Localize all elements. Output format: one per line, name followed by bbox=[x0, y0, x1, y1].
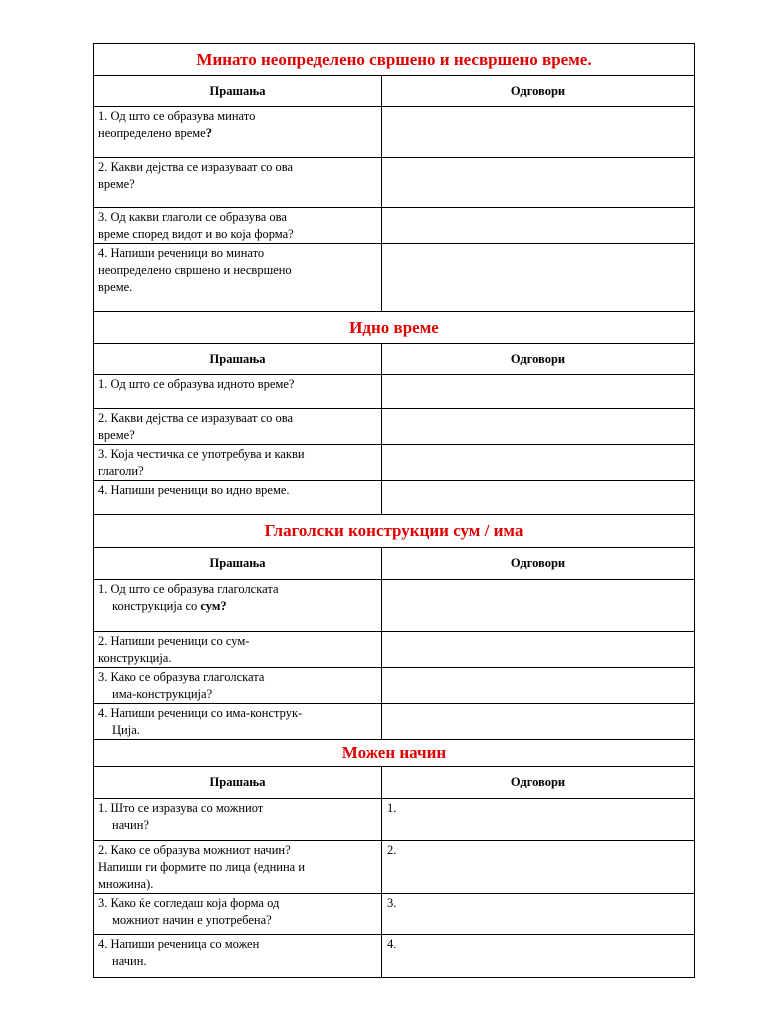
table-row bbox=[94, 481, 695, 515]
answer-cell[interactable] bbox=[382, 481, 695, 515]
question-text: 2. Какви дејства се изразуваат со ова bbox=[98, 160, 294, 174]
answers-header: Одговори bbox=[382, 344, 695, 375]
table-row bbox=[94, 375, 695, 409]
question-text: конструкција. bbox=[98, 651, 172, 665]
section-title: Минато неопределено свршено и несвршено време. bbox=[94, 44, 695, 76]
question-cell bbox=[94, 158, 382, 208]
question-text-line bbox=[98, 125, 377, 142]
table-row bbox=[94, 841, 695, 894]
header-row bbox=[94, 76, 695, 107]
question-text: множина). bbox=[98, 877, 154, 891]
table-row bbox=[94, 208, 695, 244]
table-row bbox=[94, 580, 695, 632]
question-text: 2. Какви дејства се изразуваат со ова bbox=[98, 411, 294, 425]
answer-cell[interactable] bbox=[382, 668, 695, 704]
question-cell bbox=[94, 375, 382, 409]
question-text: време. bbox=[98, 280, 133, 294]
question-cell bbox=[94, 632, 382, 668]
answer-cell[interactable] bbox=[382, 409, 695, 445]
question-text: Напиши ги формите по лица (еднина и bbox=[98, 860, 306, 874]
answer-cell[interactable] bbox=[382, 375, 695, 409]
answer-cell[interactable] bbox=[382, 158, 695, 208]
question-text: 2. Напиши реченици со сум- bbox=[98, 634, 250, 648]
question-text: 2. Како се образува можниот начин? bbox=[98, 843, 291, 857]
table-row bbox=[94, 445, 695, 481]
question-cell bbox=[94, 409, 382, 445]
table-row bbox=[94, 632, 695, 668]
table-row bbox=[94, 409, 695, 445]
question-cell bbox=[94, 894, 382, 935]
question-text: неопределено време bbox=[98, 126, 206, 140]
header-row bbox=[94, 548, 695, 580]
question-text: 3. Која честичка се употребува и какви bbox=[98, 447, 305, 461]
question-text: 3. Како се образува глаголската bbox=[98, 670, 265, 684]
question-text: 4. Напиши реченици во минато bbox=[98, 246, 265, 260]
question-text: 4. Напиши реченици во идно време. bbox=[98, 483, 290, 497]
question-cell bbox=[94, 445, 382, 481]
table-row bbox=[94, 799, 695, 841]
question-text: начин. bbox=[112, 954, 147, 968]
answer-cell[interactable] bbox=[382, 244, 695, 312]
question-cell bbox=[94, 580, 382, 632]
answer-cell[interactable]: 4. bbox=[382, 935, 695, 978]
section-title: Идно време bbox=[94, 312, 695, 344]
section-title: Глаголски конструкции сум / има bbox=[94, 515, 695, 548]
table-row bbox=[94, 935, 695, 978]
questions-header: Прашања bbox=[94, 548, 382, 580]
questions-header: Прашања bbox=[94, 767, 382, 799]
answers-header: Одговори bbox=[382, 548, 695, 580]
answer-cell[interactable] bbox=[382, 704, 695, 740]
question-text: неопределено свршено и несвршено bbox=[98, 263, 292, 277]
table-row bbox=[94, 244, 695, 312]
table-row bbox=[94, 158, 695, 208]
table-row bbox=[94, 704, 695, 740]
answer-cell[interactable]: 2. bbox=[382, 841, 695, 894]
question-text: начин? bbox=[112, 818, 149, 832]
section-title-row bbox=[94, 312, 695, 344]
section-title-row bbox=[94, 515, 695, 548]
question-cell bbox=[94, 481, 382, 515]
question-text-line bbox=[98, 598, 377, 615]
section-title: Можен начин bbox=[94, 740, 695, 767]
answers-header: Одговори bbox=[382, 767, 695, 799]
question-text: 3. Како ќе согледаш која форма од bbox=[98, 896, 280, 910]
question-text: 3. Од какви глаголи се образува ова bbox=[98, 210, 287, 224]
question-text: 1. Од што се образува идното време? bbox=[98, 377, 295, 391]
table-row bbox=[94, 668, 695, 704]
question-text: 4. Напиши реченици со има-конструк- bbox=[98, 706, 303, 720]
answer-cell[interactable] bbox=[382, 445, 695, 481]
question-text: Ција. bbox=[112, 723, 140, 737]
question-text: 4. Напиши реченица со можен bbox=[98, 937, 260, 951]
question-text: време според видот и во која форма? bbox=[98, 227, 294, 241]
question-text: време? bbox=[98, 428, 135, 442]
header-row bbox=[94, 344, 695, 375]
question-cell bbox=[94, 935, 382, 978]
question-cell bbox=[94, 841, 382, 894]
question-text: 1. Од што се образува глаголската bbox=[98, 582, 279, 596]
answer-cell[interactable]: 3. bbox=[382, 894, 695, 935]
question-text: 1. Што се изразува со можниот bbox=[98, 801, 264, 815]
question-cell bbox=[94, 668, 382, 704]
question-text: можниот начин е употребена? bbox=[112, 913, 272, 927]
question-text: време? bbox=[98, 177, 135, 191]
question-text: конструкција со bbox=[112, 599, 201, 613]
question-cell bbox=[94, 208, 382, 244]
question-cell bbox=[94, 107, 382, 158]
answers-header: Одговори bbox=[382, 76, 695, 107]
question-text: има-конструкција? bbox=[112, 687, 213, 701]
table-row bbox=[94, 107, 695, 158]
answer-cell[interactable] bbox=[382, 632, 695, 668]
question-text: 1. Од што се образува минато bbox=[98, 109, 256, 123]
question-text: глаголи? bbox=[98, 464, 144, 478]
worksheet-table bbox=[93, 43, 695, 978]
answer-cell[interactable] bbox=[382, 208, 695, 244]
question-cell bbox=[94, 704, 382, 740]
answer-cell[interactable] bbox=[382, 107, 695, 158]
questions-header: Прашања bbox=[94, 76, 382, 107]
question-cell bbox=[94, 799, 382, 841]
section-title-row bbox=[94, 740, 695, 767]
question-cell bbox=[94, 244, 382, 312]
table-row bbox=[94, 894, 695, 935]
question-bold-word: сум? bbox=[200, 599, 227, 613]
answer-cell[interactable] bbox=[382, 580, 695, 632]
header-row bbox=[94, 767, 695, 799]
section-title-row bbox=[94, 44, 695, 76]
questions-header: Прашања bbox=[94, 344, 382, 375]
question-mark: ? bbox=[205, 126, 212, 140]
answer-cell[interactable]: 1. bbox=[382, 799, 695, 841]
